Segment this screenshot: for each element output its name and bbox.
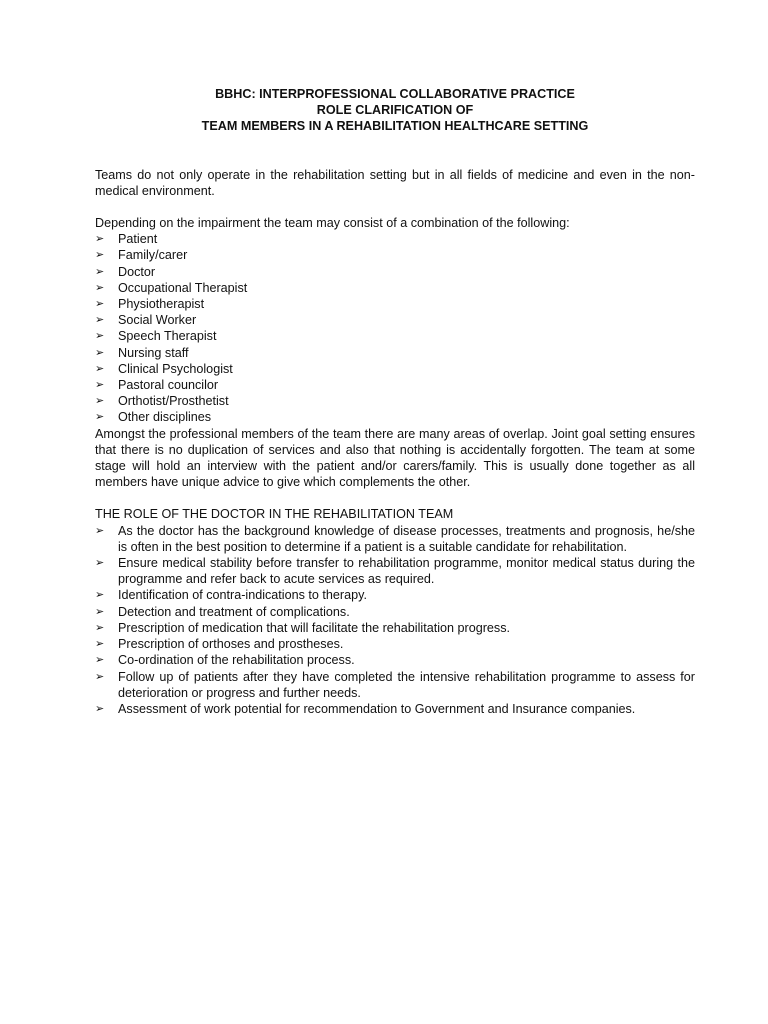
list-item <box>95 280 695 296</box>
list-item-text: Other disciplines <box>118 410 212 425</box>
list-item-text: Co-ordination of the rehabilitation process. <box>118 653 355 668</box>
arrow-bullet-icon: ➢ <box>95 701 105 715</box>
list-item <box>95 587 695 603</box>
list-item <box>95 247 695 263</box>
list-item <box>95 620 695 636</box>
list-item <box>95 523 695 555</box>
list-item-text: Follow up of patients after they have completed the intensive rehabilitation programme to assess for deterioration or progress and further needs. <box>118 669 695 700</box>
arrow-bullet-icon: ➢ <box>95 653 105 667</box>
arrow-bullet-icon: ➢ <box>95 410 105 424</box>
list-item <box>95 231 695 247</box>
list-item-text: Speech Therapist <box>118 329 217 344</box>
list-item-text: Identification of contra-indications to therapy. <box>118 588 367 603</box>
list-item-text: Patient <box>118 232 158 247</box>
doctor-role-heading: THE ROLE OF THE DOCTOR IN THE REHABILITATION TEAM <box>95 507 454 522</box>
list-item-text: Family/carer <box>118 248 188 263</box>
list-item-text: Occupational Therapist <box>118 280 248 295</box>
list-item <box>95 296 695 312</box>
list-item-text: Social Worker <box>118 313 197 328</box>
arrow-bullet-icon: ➢ <box>95 588 105 602</box>
list-item-text: Pastoral councilor <box>118 378 219 393</box>
list-item <box>95 328 695 344</box>
overlap-paragraph: Amongst the professional members of the team there are many areas of overlap. Joint goal setting ensures that there is no duplication of services and also that nothing is accidentally forgotten. The team at some stage will hold an interview with the patient and/or carers/family. This is usually done together as all members have unique advice to give which complements the other. <box>95 426 695 490</box>
arrow-bullet-icon: ➢ <box>95 345 105 359</box>
title-line-3: TEAM MEMBERS IN A REHABILITATION HEALTHCARE SETTING <box>201 119 589 134</box>
intro-paragraph: Teams do not only operate in the rehabilitation setting but in all fields of medicine and even in the non-medical environment. <box>95 167 695 198</box>
arrow-bullet-icon: ➢ <box>95 297 105 311</box>
list-item-text: Prescription of orthoses and prostheses. <box>118 637 344 652</box>
title-line-1: BBHC: INTERPROFESSIONAL COLLABORATIVE PRACTICE <box>215 87 575 101</box>
list-item-text: As the doctor has the background knowledge of disease processes, treatments and prognosis, he/she is often in the best position to determine if a patient is a suitable candidate for rehabilitation. <box>118 523 695 554</box>
list-item-text: Clinical Psychologist <box>118 361 233 376</box>
arrow-bullet-icon: ➢ <box>95 556 105 570</box>
title-line-2: ROLE CLARIFICATION OF <box>316 103 474 118</box>
list-item-text: Ensure medical stability before transfer to rehabilitation programme, monitor medical status during the programme and refer back to acute services as required. <box>118 556 695 587</box>
arrow-bullet-icon: ➢ <box>95 394 105 408</box>
list-item <box>95 312 695 328</box>
list-item-text: Doctor <box>118 264 156 279</box>
list-item-text: Orthotist/Prosthetist <box>118 394 229 409</box>
list-item <box>95 409 695 425</box>
list-item <box>95 361 695 377</box>
arrow-bullet-icon: ➢ <box>95 248 105 262</box>
list-item <box>95 377 695 393</box>
list-item <box>95 652 695 668</box>
doctor-role-list <box>95 523 695 717</box>
arrow-bullet-icon: ➢ <box>95 620 105 634</box>
list-item <box>95 393 695 409</box>
list-item <box>95 636 695 652</box>
arrow-bullet-icon: ➢ <box>95 378 105 392</box>
members-intro: Depending on the impairment the team may consist of a combination of the following: <box>95 216 570 231</box>
arrow-bullet-icon: ➢ <box>95 313 105 327</box>
arrow-bullet-icon: ➢ <box>95 523 105 537</box>
list-item-text: Nursing staff <box>118 345 189 360</box>
arrow-bullet-icon: ➢ <box>95 264 105 278</box>
team-members-list <box>95 231 695 425</box>
list-item <box>95 669 695 701</box>
arrow-bullet-icon: ➢ <box>95 604 105 618</box>
arrow-bullet-icon: ➢ <box>95 637 105 651</box>
arrow-bullet-icon: ➢ <box>95 669 105 683</box>
list-item <box>95 604 695 620</box>
arrow-bullet-icon: ➢ <box>95 232 105 246</box>
list-item-text: Assessment of work potential for recommendation to Government and Insurance companies. <box>118 701 636 716</box>
list-item <box>95 555 695 587</box>
arrow-bullet-icon: ➢ <box>95 329 105 343</box>
list-item <box>95 264 695 280</box>
list-item <box>95 345 695 361</box>
document-title <box>95 86 695 135</box>
list-item-text: Prescription of medication that will facilitate the rehabilitation progress. <box>118 620 510 635</box>
list-item-text: Detection and treatment of complications. <box>118 604 350 619</box>
list-item <box>95 701 695 717</box>
arrow-bullet-icon: ➢ <box>95 280 105 294</box>
arrow-bullet-icon: ➢ <box>95 361 105 375</box>
list-item-text: Physiotherapist <box>118 297 205 312</box>
